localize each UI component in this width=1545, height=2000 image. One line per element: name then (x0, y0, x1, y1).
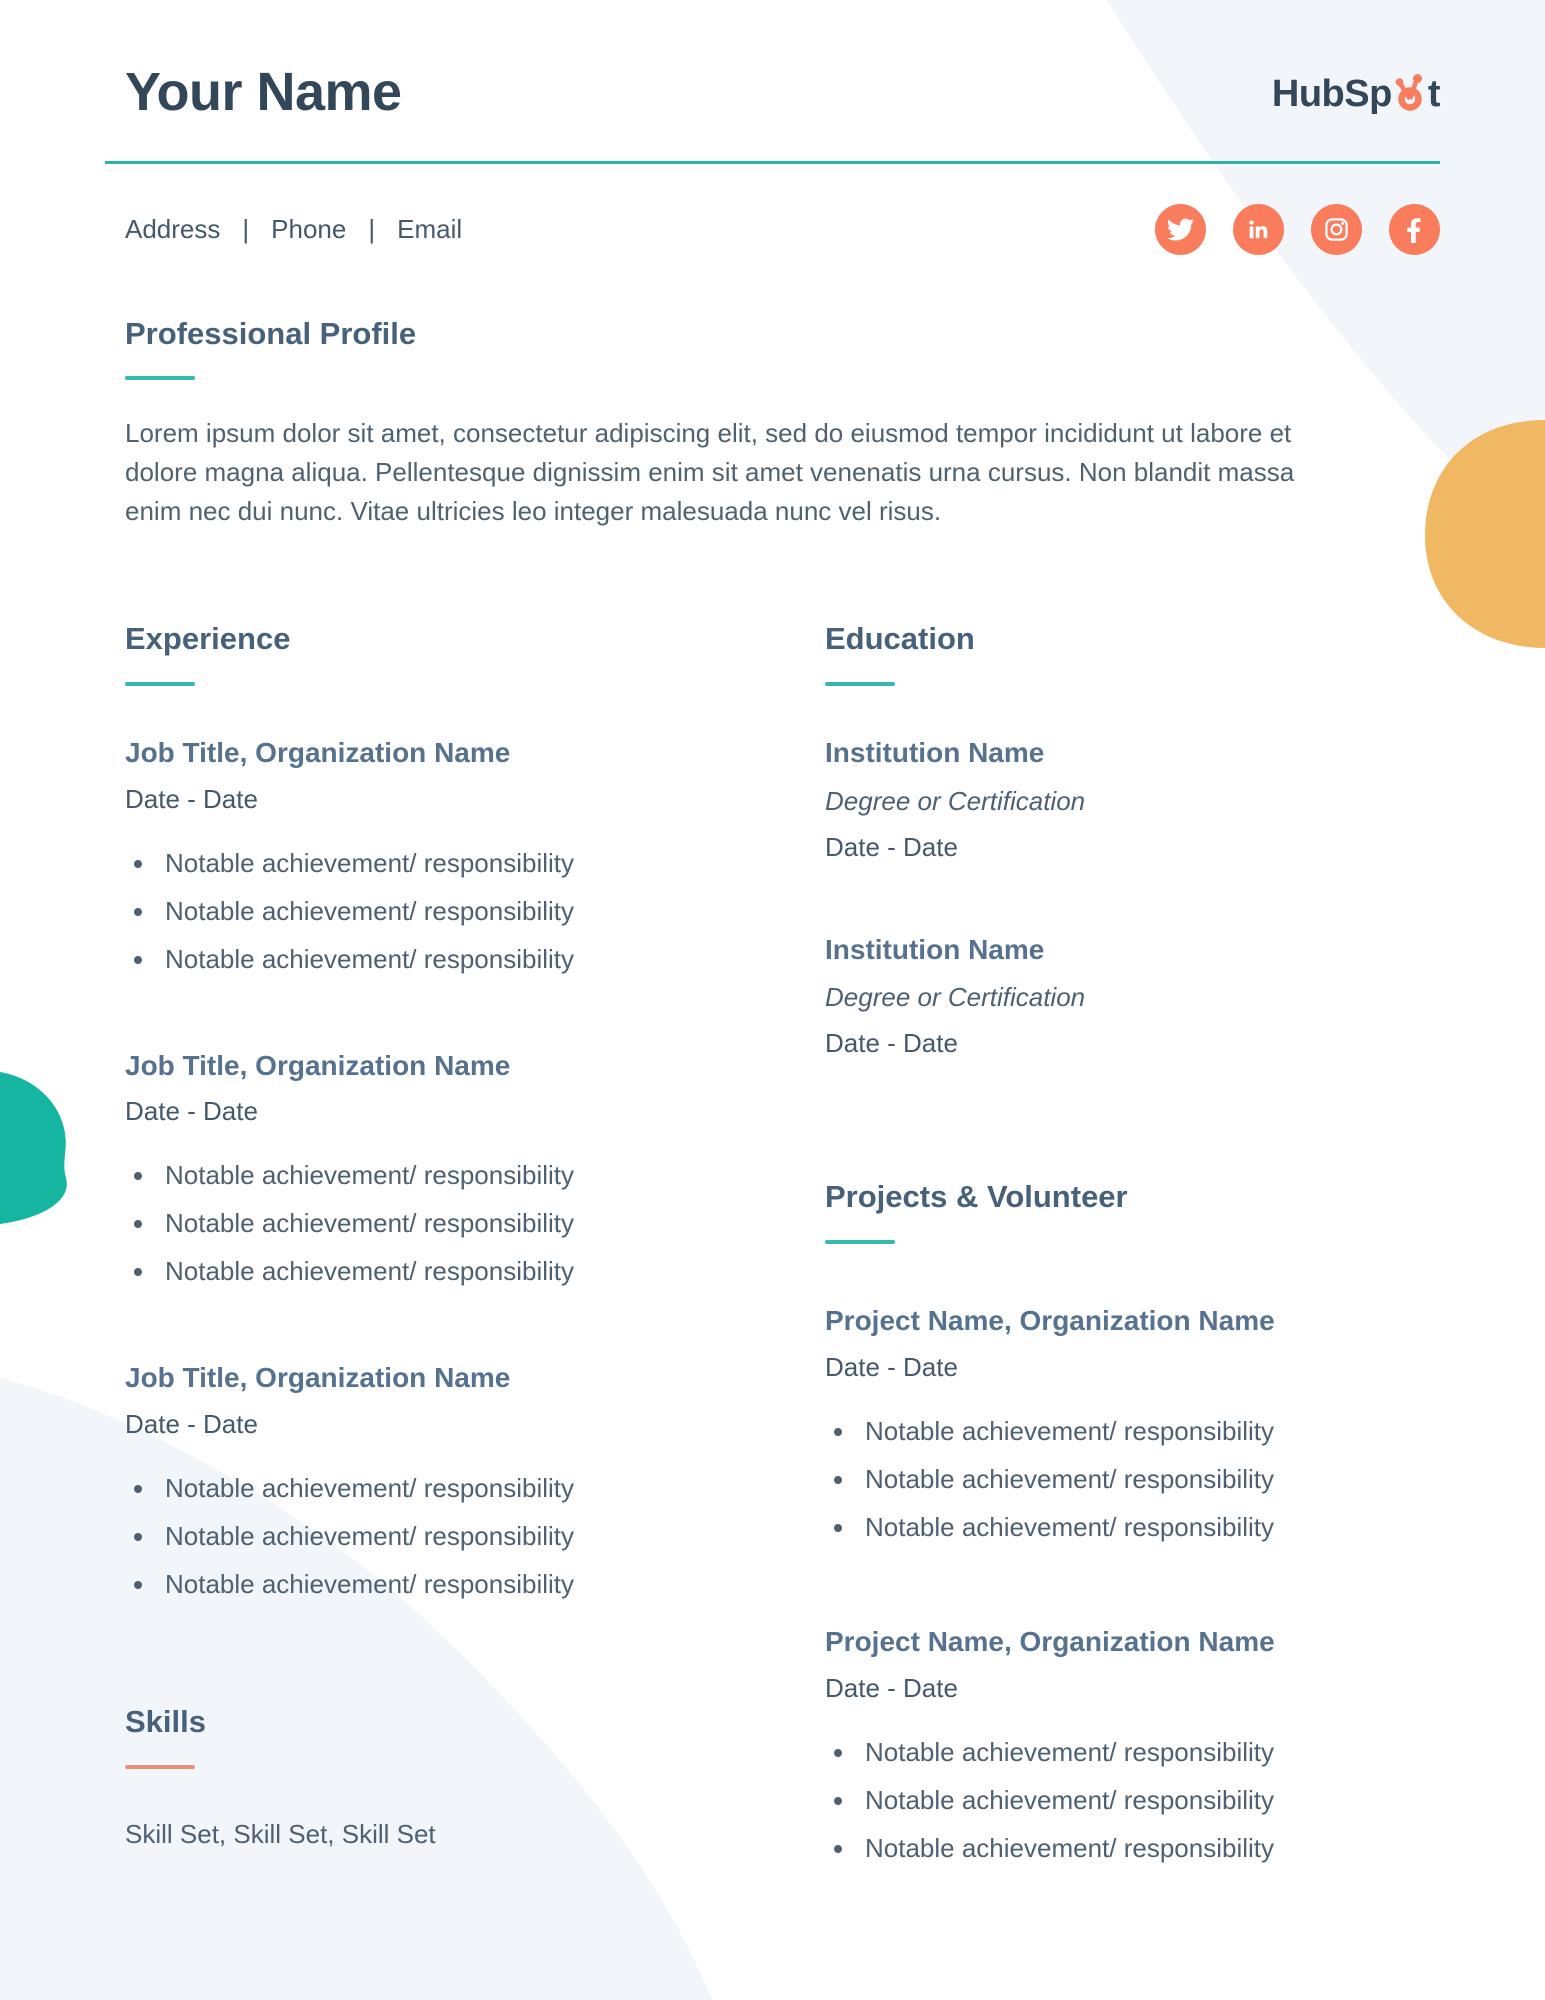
job-bullets (125, 1151, 690, 1295)
job-dates: Date - Date (125, 783, 258, 814)
hubspot-logo-text-suffix: t (1427, 73, 1440, 115)
section-underline (825, 1240, 895, 1244)
bullet-item: • Notable achievement/ responsibility (157, 1512, 690, 1560)
contact-row (125, 204, 1440, 256)
section-experience (125, 623, 690, 1608)
section-underline (125, 682, 195, 686)
experience-heading: Experience (125, 621, 291, 657)
twitter-icon[interactable] (1155, 204, 1206, 255)
contact-email: Email (397, 214, 463, 245)
professional-profile-heading: Professional Profile (125, 315, 417, 351)
job-bullets (125, 839, 690, 983)
project-bullets (825, 1407, 1440, 1551)
job-title: Job Title, Organization Name (125, 736, 511, 768)
bullet-item: • Notable achievement/ responsibility (857, 1776, 1440, 1824)
project-bullets (825, 1728, 1440, 1872)
contact-phone: Phone (271, 214, 347, 245)
bullet-item: • Notable achievement/ responsibility (857, 1728, 1440, 1776)
bullet-item: • Notable achievement/ responsibility (157, 1464, 690, 1512)
education-dates: Date - Date (825, 1028, 958, 1059)
bullet-item: • Notable achievement/ responsibility (157, 1151, 690, 1199)
section-projects-volunteer (825, 1181, 1440, 1871)
section-education (825, 623, 1440, 1059)
contact-address: Address (125, 214, 221, 245)
section-underline (825, 682, 895, 686)
hubspot-sprocket-icon (1392, 72, 1428, 114)
bullet-item: • Notable achievement/ responsibility (157, 839, 690, 887)
social-links (1155, 204, 1440, 255)
skills-list: Skill Set, Skill Set, Skill Set (125, 1818, 436, 1849)
bullet-item: • Notable achievement/ responsibility (157, 1247, 690, 1295)
section-skills (125, 1706, 690, 1850)
page-title: Your Name (125, 62, 402, 122)
institution-name: Institution Name (825, 933, 1045, 965)
facebook-icon[interactable] (1389, 204, 1440, 255)
bullet-item: • Notable achievement/ responsibility (857, 1824, 1440, 1872)
left-column (125, 623, 690, 1871)
job-title: Job Title, Organization Name (125, 1362, 511, 1394)
projects-heading: Projects & Volunteer (825, 1179, 1128, 1215)
section-professional-profile (125, 315, 1440, 532)
job-dates: Date - Date (125, 1409, 258, 1440)
project-dates: Date - Date (825, 1672, 958, 1703)
instagram-icon[interactable] (1311, 204, 1362, 255)
bullet-item: • Notable achievement/ responsibility (857, 1503, 1440, 1551)
job-dates: Date - Date (125, 1096, 258, 1127)
bullet-item: • Notable achievement/ responsibility (157, 1199, 690, 1247)
bullet-item: • Notable achievement/ responsibility (857, 1455, 1440, 1503)
project-entry (825, 1306, 1440, 1551)
header-divider (105, 161, 1440, 164)
bullet-item: • Notable achievement/ responsibility (857, 1407, 1440, 1455)
linkedin-icon[interactable] (1233, 204, 1284, 255)
job-bullets (125, 1464, 690, 1608)
education-entry (825, 935, 1440, 1060)
section-underline (125, 376, 195, 380)
contact-separator: | (242, 214, 250, 245)
contact-info (125, 214, 462, 245)
education-entry (825, 738, 1440, 863)
section-underline-orange (125, 1765, 195, 1769)
project-entry (825, 1627, 1440, 1872)
project-title: Project Name, Organization Name (825, 1304, 1275, 1336)
skills-heading: Skills (125, 1704, 206, 1740)
institution-name: Institution Name (825, 736, 1045, 768)
education-heading: Education (825, 621, 975, 657)
professional-profile-body: Lorem ipsum dolor sit amet, consectetur adipiscing elit, sed do eiusmod tempor incididunt ut labore et dolore magna aliqua. Pellentesque dignissim enim sit amet venenatis urna cursus. Non blandit massa enim nec dui nunc. Vitae ultricies leo integer malesuada nunc vel risus. (125, 418, 1295, 527)
education-dates: Date - Date (825, 831, 958, 862)
bullet-item: • Notable achievement/ responsibility (157, 887, 690, 935)
experience-entry (125, 738, 690, 983)
degree: Degree or Certification (825, 785, 1086, 816)
hubspot-logo (1272, 72, 1440, 113)
bullet-item: • Notable achievement/ responsibility (157, 1560, 690, 1608)
project-dates: Date - Date (825, 1351, 958, 1382)
degree: Degree or Certification (825, 982, 1086, 1013)
header (125, 0, 1440, 121)
contact-separator: | (368, 214, 376, 245)
project-title: Project Name, Organization Name (825, 1625, 1275, 1657)
job-title: Job Title, Organization Name (125, 1049, 511, 1081)
right-column (825, 623, 1440, 1871)
experience-entry (125, 1051, 690, 1296)
experience-entry (125, 1363, 690, 1608)
hubspot-logo-text-prefix: HubSp (1271, 73, 1392, 115)
bullet-item: • Notable achievement/ responsibility (157, 935, 690, 983)
